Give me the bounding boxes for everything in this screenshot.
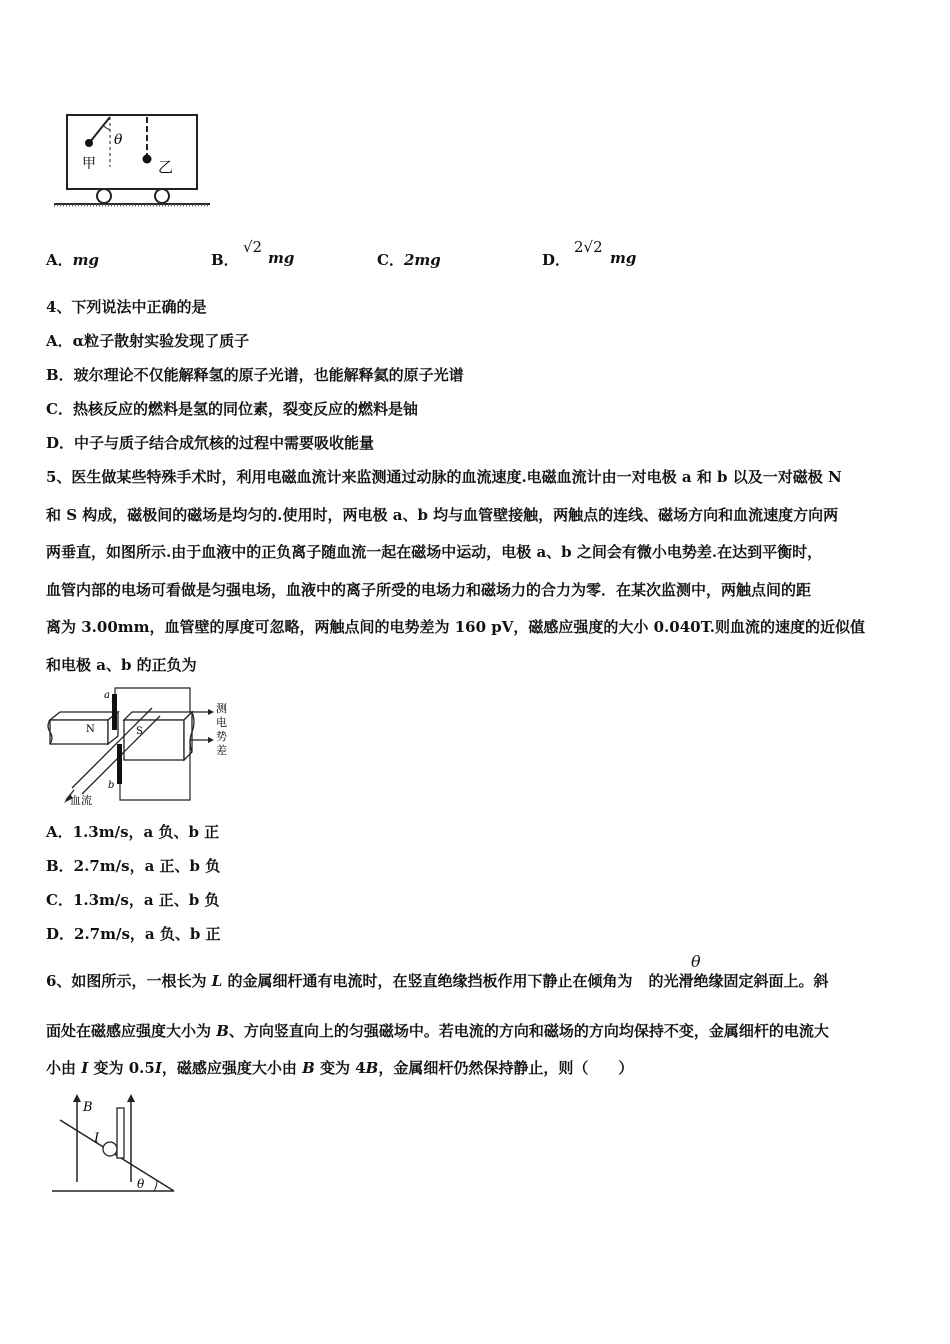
q4-option-a: A．α粒子散射实验发现了质子 bbox=[46, 332, 250, 350]
q3-option-d-radical: 2√2 bbox=[574, 238, 603, 256]
option-letter: A． bbox=[46, 251, 73, 269]
pendulum-jia-string bbox=[90, 117, 110, 142]
wire-b-arrow bbox=[208, 737, 214, 743]
q5-option-d: D．2.7m/s，a 负、b 正 bbox=[46, 925, 221, 943]
q4-stem: 4、下列说法中正确的是 bbox=[46, 298, 207, 316]
var-theta: θ bbox=[691, 952, 701, 971]
field-arrow-left bbox=[73, 1094, 81, 1102]
field-arrow-right bbox=[127, 1094, 135, 1102]
measure-label-2: 电 bbox=[216, 716, 227, 729]
wire-a bbox=[115, 688, 190, 712]
magnet-n-top bbox=[50, 712, 118, 720]
theta-label: θ bbox=[114, 132, 123, 148]
q3-option-d bbox=[542, 249, 570, 270]
angle-theta-label: θ bbox=[137, 1177, 145, 1191]
q4-option-c: C．热核反应的燃料是氢的同位素，裂变反应的燃料是铀 bbox=[46, 400, 418, 418]
q3-option-b-radical: √2 bbox=[243, 238, 263, 256]
q5-stem-line-4: 血管内部的电场可看做是匀强电场，血液中的离子所受的电场力和磁场力的合力为零．在某次监测中，两触点间的距 bbox=[46, 581, 812, 599]
var-L: L bbox=[211, 972, 223, 990]
option-letter: C． bbox=[377, 251, 404, 269]
q4-option-d: D．中子与质子结合成氘核的过程中需要吸收能量 bbox=[46, 434, 375, 452]
measure-label-4: 差 bbox=[216, 744, 227, 757]
option-value: mg bbox=[72, 251, 100, 269]
cart-body bbox=[67, 115, 197, 189]
q5-stem-line-5: 离为 3.00mm，血管壁的厚度可忽略，两触点间的电势差为 160 pV，磁感应强度的大小 0.040T.则血流的速度的近似值 bbox=[46, 618, 866, 636]
q3-option-a bbox=[46, 249, 99, 270]
q5-option-c: C．1.3m/s，a 正、b 负 bbox=[46, 891, 220, 909]
q6-stem-line-3: 小由 I 变为 0.5I，磁感应强度大小由 B 变为 4B，金属细杆仍然保持静止，则（ ） bbox=[46, 1059, 634, 1077]
magnet-n bbox=[50, 720, 108, 744]
var-B: B bbox=[216, 1022, 229, 1040]
yi-label: 乙 bbox=[158, 158, 174, 176]
magnet-s bbox=[124, 720, 184, 760]
option-letter: D． bbox=[542, 251, 571, 269]
angle-arc bbox=[154, 1181, 157, 1191]
electrode-a-label: a bbox=[104, 690, 110, 701]
measure-label-1: 测 bbox=[216, 702, 227, 715]
q3-option-b bbox=[211, 249, 239, 270]
q5-option-b: B．2.7m/s，a 正、b 负 bbox=[46, 857, 221, 875]
field-b-label: B bbox=[83, 1100, 93, 1115]
q5-stem-line-3: 两垂直，如图所示.由于血液中的正负离子随血流一起在磁场中运动，电极 a、b 之间会有微小电势差.在达到平衡时， bbox=[46, 543, 823, 561]
blood-flow-label: 血流 bbox=[70, 794, 92, 807]
q5-stem-line-2: 和 S 构成，磁极间的磁场是均匀的.使用时，两电极 a、b 均与血管壁接触，两触点的连线、磁场方向和血流速度方向两 bbox=[46, 506, 839, 524]
q3-option-c bbox=[377, 249, 441, 270]
jia-label: 甲 bbox=[82, 156, 96, 172]
wheel-right bbox=[155, 189, 169, 203]
option-letter: B． bbox=[211, 251, 239, 269]
metal-rod bbox=[103, 1142, 117, 1156]
q5-option-a: A．1.3m/s，a 负、b 正 bbox=[46, 823, 220, 841]
q5-stem-line-1: 5、医生做某些特殊手术时，利用电磁血流计来监测通过动脉的血流速度.电磁血流计由一对电极 a 和 b 以及一对磁极 N bbox=[46, 468, 842, 486]
cart-pendulum-figure bbox=[52, 112, 212, 214]
q6-stem-line-1: 6、如图所示，一根长为 L 的金属细杆通有电流时，在竖直绝缘挡板作用下静止在倾角为 的光滑绝缘固定斜面上。斜 bbox=[46, 972, 829, 990]
q3-option-b-value: mg bbox=[268, 249, 295, 267]
current-i-label: I bbox=[94, 1131, 100, 1146]
n-pole-label: N bbox=[86, 724, 95, 735]
pendulum-yi-ball bbox=[143, 155, 152, 164]
option-value: 2mg bbox=[403, 251, 441, 269]
wheel-left bbox=[97, 189, 111, 203]
q5-stem-line-6: 和电极 a、b 的正负为 bbox=[46, 656, 197, 674]
incline-figure bbox=[50, 1092, 180, 1196]
q4-option-b: B．玻尔理论不仅能解释氢的原子光谱，也能解释氦的原子光谱 bbox=[46, 366, 464, 384]
pendulum-jia-ball bbox=[85, 139, 93, 147]
measure-label-3: 势 bbox=[216, 730, 227, 743]
s-pole-label: S bbox=[136, 726, 143, 737]
electrode-a bbox=[112, 694, 117, 730]
electrode-b-label: b bbox=[108, 780, 115, 791]
wire-a-arrow bbox=[208, 709, 214, 715]
q6-stem-line-2: 面处在磁感应强度大小为 B、方向竖直向上的匀强磁场中。若电流的方向和磁场的方向均保持不变，金属细杆的电流大 bbox=[46, 1022, 829, 1040]
flowmeter-figure bbox=[44, 684, 234, 808]
electrode-b bbox=[117, 744, 122, 784]
angle-arc bbox=[104, 126, 110, 129]
insulating-baffle bbox=[117, 1108, 124, 1158]
q3-option-d-value: mg bbox=[610, 249, 637, 267]
